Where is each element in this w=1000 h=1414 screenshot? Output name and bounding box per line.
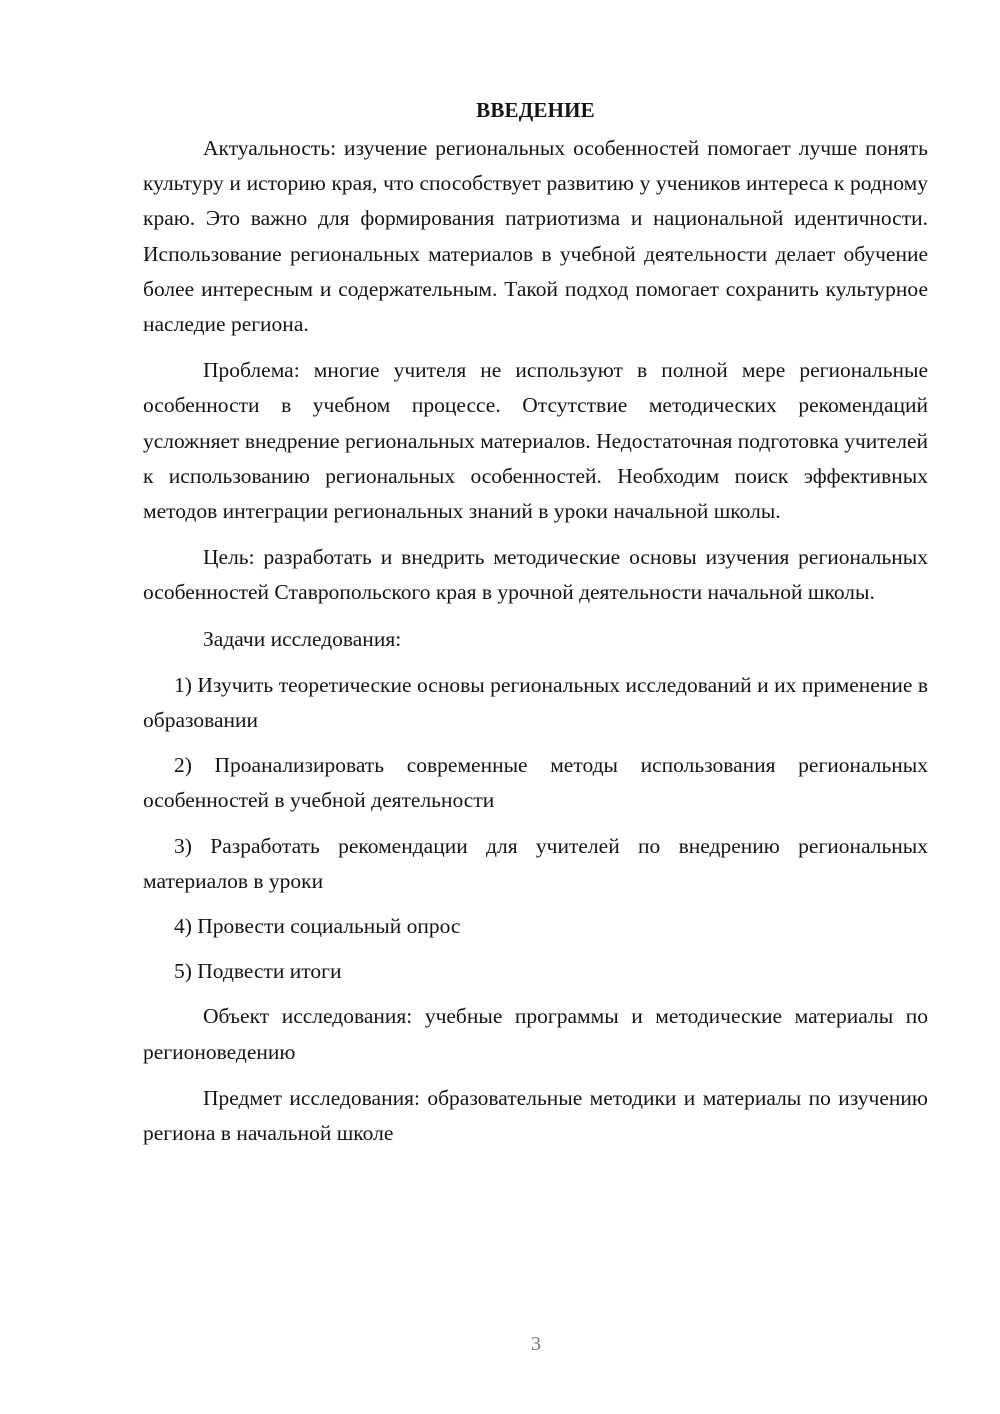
task-item-5: 5) Подвести итоги [174,959,342,984]
paragraph-object: Объект исследования: учебные программы и методические материалы по регионоведению [143,1004,928,1064]
page-number: 3 [531,1333,541,1355]
page-content [143,93,928,1162]
task-item-1: 1) Изучить теоретические основы региональных исследований и их применение в образовании [143,672,928,733]
paragraph-goal: Цель: разработать и внедрить методические основы изучения региональных особенностей Ставропольского края в урочной деятельности начальной школы. [143,545,928,605]
section-title: ВВЕДЕНИЕ [476,98,595,122]
paragraph-tasks-heading: Задачи исследования: [203,626,402,651]
task-item-4: 4) Провести социальный опрос [174,914,461,939]
paragraph-relevance: Актуальность: изучение региональных особенностей помогает лучше понять культуру и историю края, что способствует развитию у учеников интереса к родному краю. Это важно для формирования патриотизма и национальной идентичности. Использование региональных материалов в учебной деятельности делает обучение более интересным и содержательным. Такой подход помогает сохранить культурное наследие региона. [143,136,928,337]
task-item-3: 3) Разработать рекомендации для учителей по внедрению региональных материалов в уроки [143,833,928,893]
paragraph-subject: Предмет исследования: образовательные методики и материалы по изучению региона в начальной школе [143,1085,928,1146]
paragraph-problem: Проблема: многие учителя не используют в полной мере региональные особенности в учебном процессе. Отсутствие методических рекомендаций усложняет внедрение региональных материалов. Недостаточная подготовка учителей к использованию региональных особенностей. Необходим поиск эффективных методов интеграции региональных знаний в уроки начальной школы. [143,358,928,524]
task-item-2: 2) Проанализировать современные методы использования региональных особенностей в учебной деятельности [143,753,928,813]
